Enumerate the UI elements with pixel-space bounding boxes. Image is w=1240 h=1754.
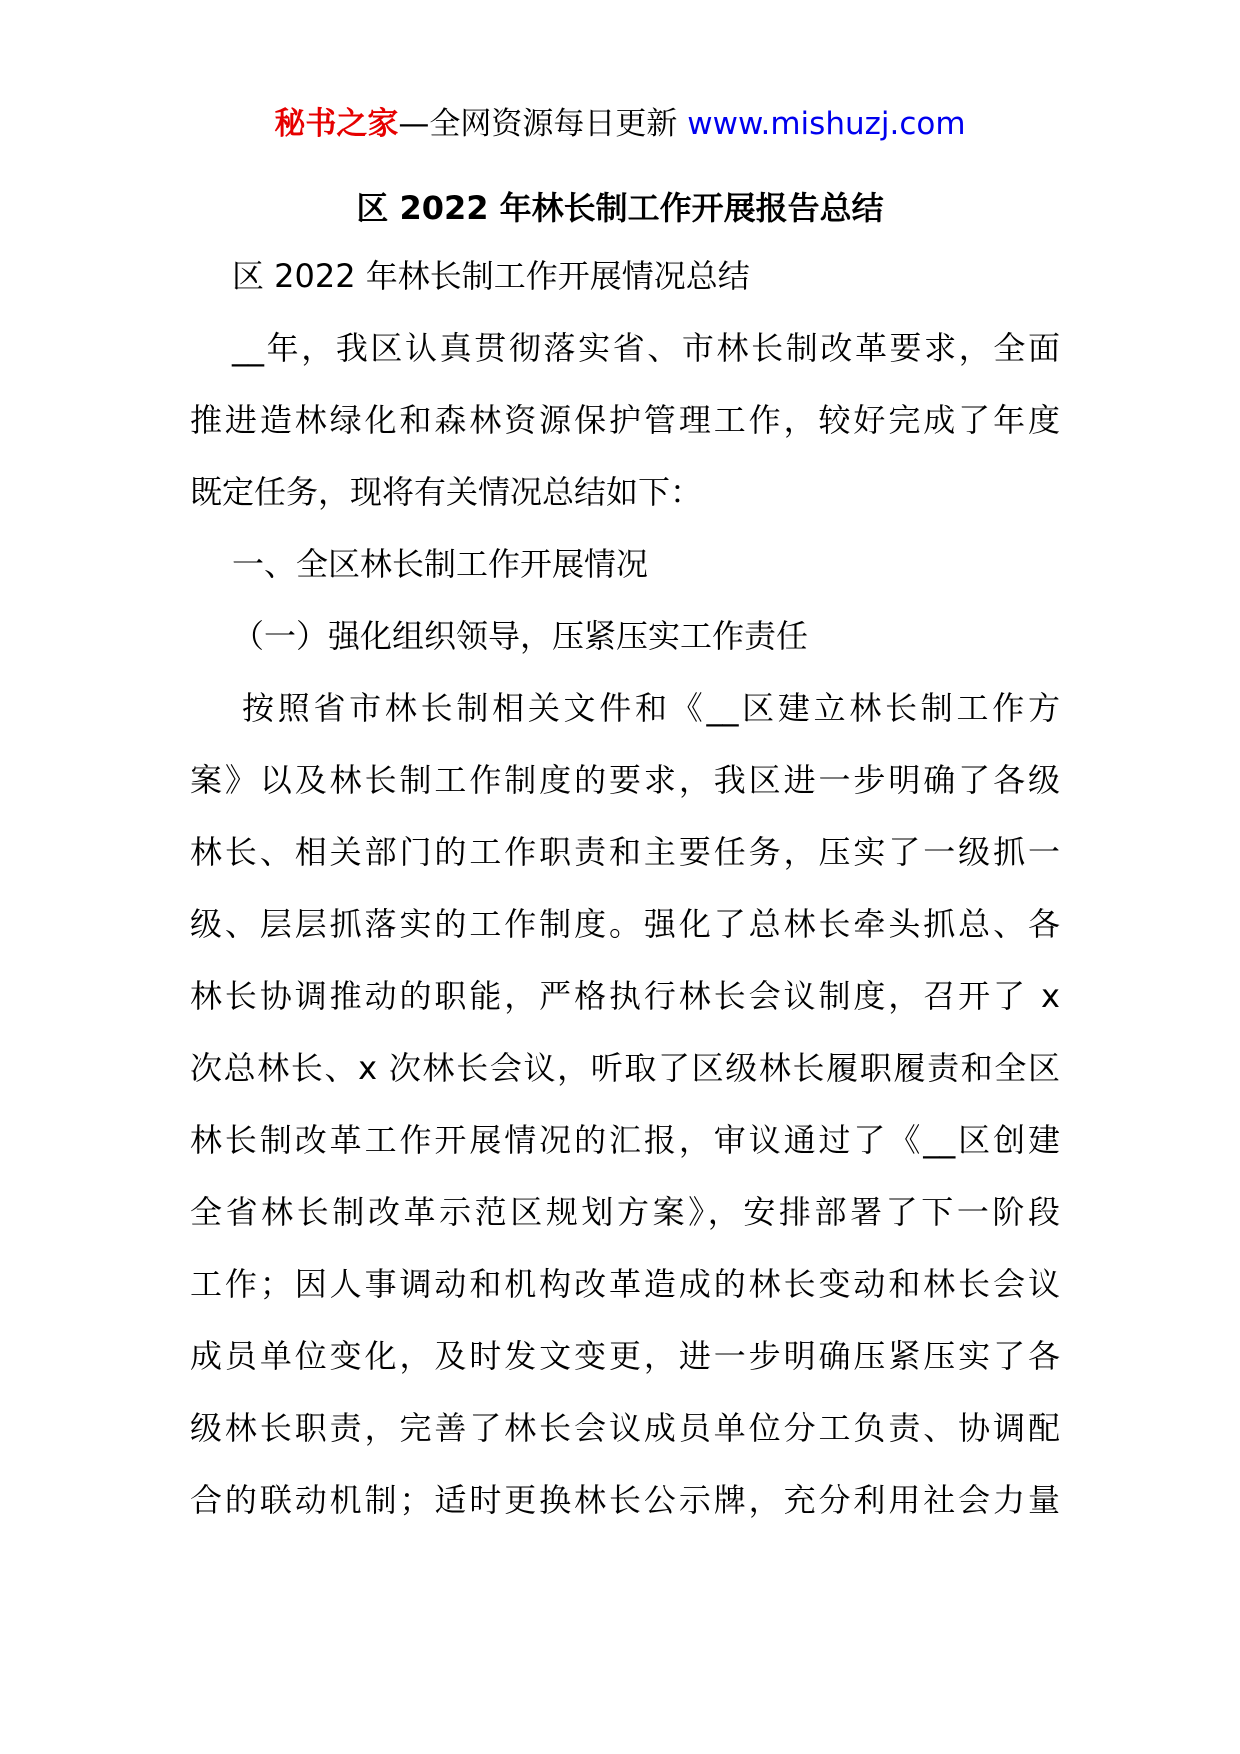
subsection-heading: （一）强化组织领导，压紧压实工作责任 — [232, 617, 809, 655]
paragraph-body-line: 林长制改革工作开展情况的汇报，审议通过了《__区创建 — [190, 1121, 1060, 1159]
site-header — [0, 100, 1240, 148]
paragraph-body-line: 次总林长、x 次林长会议，听取了区级林长履职履责和全区 — [190, 1049, 1060, 1087]
paragraph-body-line: 级、层层抓落实的工作制度。强化了总林长牵头抓总、各 — [190, 905, 1060, 943]
site-brand: 秘书之家 — [274, 106, 399, 142]
paragraph-intro-line: 既定任务，现将有关情况总结如下： — [190, 473, 703, 511]
section-heading: 一、全区林长制工作开展情况 — [232, 545, 649, 583]
paragraph-intro-line: 推进造林绿化和森林资源保护管理工作，较好完成了年度 — [190, 401, 1060, 439]
paragraph-body-line: 合的联动机制；适时更换林长公示牌，充分利用社会力量 — [190, 1481, 1060, 1519]
paragraph-intro-line: __年，我区认真贯彻落实省、市林长制改革要求，全面 — [232, 329, 1060, 367]
paragraph-body-line: 全省林长制改革示范区规划方案》，安排部署了下一阶段 — [190, 1193, 1060, 1231]
site-slogan: —全网资源每日更新 — [398, 106, 688, 142]
document-body — [190, 240, 1060, 1536]
paragraph-body-line: 林长协调推动的职能，严格执行林长会议制度，召开了 x — [190, 977, 1060, 1015]
paragraph-body-line: 级林长职责，完善了林长会议成员单位分工负责、协调配 — [190, 1409, 1060, 1447]
document-title: 区 2022 年林长制工作开展报告总结 — [356, 189, 884, 227]
paragraph-body-line: 按照省市林长制相关文件和《__区建立林长制工作方 — [242, 689, 1060, 727]
subtitle-line: 区 2022 年林长制工作开展情况总结 — [232, 257, 750, 295]
paragraph-body-line: 案》以及林长制工作制度的要求，我区进一步明确了各级 — [190, 761, 1060, 799]
paragraph-body-line: 成员单位变化，及时发文变更，进一步明确压紧压实了各 — [190, 1337, 1060, 1375]
paragraph-body-line: 林长、相关部门的工作职责和主要任务，压实了一级抓一 — [190, 833, 1060, 871]
site-url-link[interactable]: www.mishuzj.com — [687, 106, 966, 142]
paragraph-body-line: 工作；因人事调动和机构改革造成的林长变动和林长会议 — [190, 1265, 1060, 1303]
